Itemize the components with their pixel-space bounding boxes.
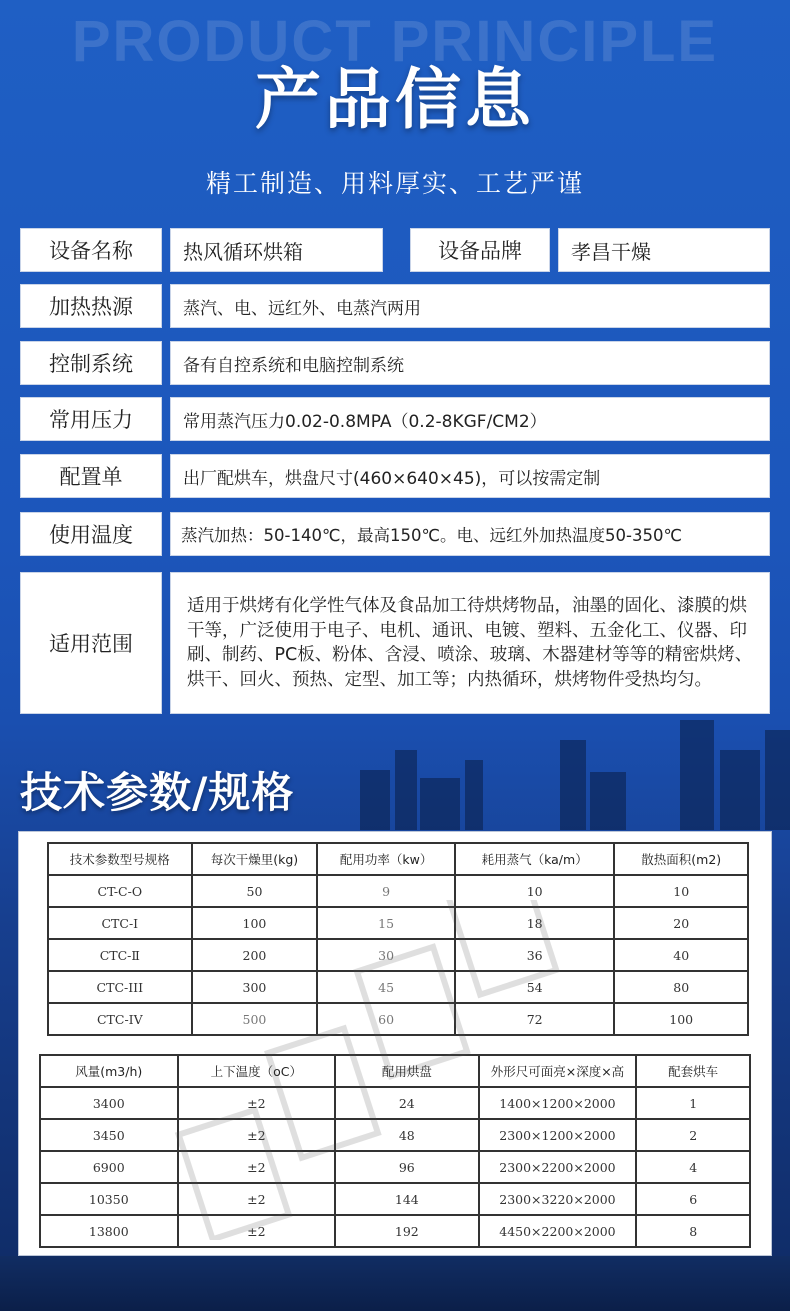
table-cell: CT-C-O	[48, 875, 192, 907]
table-cell: 3400	[40, 1087, 178, 1119]
heat-source-value: 蒸汽、电、远红外、电蒸汽两用	[170, 284, 770, 328]
heat-source-label: 加热热源	[20, 284, 162, 328]
table-row	[48, 1003, 748, 1035]
table-cell: 24	[335, 1087, 478, 1119]
table-cell: 3450	[40, 1119, 178, 1151]
table-cell: 144	[335, 1183, 478, 1215]
pressure-value: 常用蒸汽压力0.02-0.8MPA（0.2-8KGF/CM2）	[170, 397, 770, 441]
scope-value: 适用于烘烤有化学性气体及食品加工待烘烤物品，油墨的固化、漆膜的烘干等，广泛使用于电子、电机、通讯、电镀、塑料、五金化工、仪器、印刷、制药、PC板、粉体、含浸、喷涂、玻璃、木器建材等等的精密烘烤、烘干、回火、预热、定型、加工等；内热循环，烘烤物件受热均匀。	[170, 572, 770, 714]
table-header-row	[40, 1055, 750, 1087]
table-cell: 96	[335, 1151, 478, 1183]
table-cell: CTC-IV	[48, 1003, 192, 1035]
table-cell: 8	[636, 1215, 750, 1247]
temperature-label: 使用温度	[20, 512, 162, 556]
table-row	[48, 875, 748, 907]
table-cell: ±2	[178, 1087, 336, 1119]
pressure-label: 常用压力	[20, 397, 162, 441]
spec-table-2	[39, 1054, 751, 1248]
table-cell: 6900	[40, 1151, 178, 1183]
device-name-value: 热风循环烘箱	[170, 228, 383, 272]
table-cell: 48	[335, 1119, 478, 1151]
table-cell: 192	[335, 1215, 478, 1247]
table-row	[48, 971, 748, 1003]
brand-label: 设备品牌	[410, 228, 550, 272]
table-cell: 4	[636, 1151, 750, 1183]
device-name-label: 设备名称	[20, 228, 162, 272]
table-cell: ±2	[178, 1183, 336, 1215]
table-header-cell: 风量(m3/h)	[40, 1055, 178, 1087]
table-header-cell: 每次干燥里(kg)	[192, 843, 318, 875]
table-row	[48, 939, 748, 971]
info-row-config	[20, 454, 770, 498]
table-header-cell: 上下温度（oC）	[178, 1055, 336, 1087]
table-header-cell: 耗用蒸气（ka/m）	[455, 843, 615, 875]
info-row-scope	[20, 572, 770, 714]
table-cell: 2300×3220×2000	[479, 1183, 637, 1215]
table-cell: 10	[455, 875, 615, 907]
table-cell: 2300×2200×2000	[479, 1151, 637, 1183]
section-title-specs: 技术参数/规格	[20, 768, 295, 817]
table-cell: 36	[455, 939, 615, 971]
table-cell: 15	[317, 907, 455, 939]
table-cell: 2300×1200×2000	[479, 1119, 637, 1151]
info-row-device	[20, 228, 770, 272]
table-cell: 50	[192, 875, 318, 907]
table-cell: 45	[317, 971, 455, 1003]
table-cell: 6	[636, 1183, 750, 1215]
background-watermark: PRODUCT PRINCIPLE	[71, 9, 719, 74]
spec-table-1	[47, 842, 749, 1036]
info-row-pressure	[20, 397, 770, 441]
table-cell: ±2	[178, 1151, 336, 1183]
table-cell: 1400×1200×2000	[479, 1087, 637, 1119]
control-system-label: 控制系统	[20, 341, 162, 385]
scope-label: 适用范围	[20, 572, 162, 714]
table-cell: 20	[614, 907, 748, 939]
control-system-value: 备有自控系统和电脑控制系统	[170, 341, 770, 385]
table-cell: 9	[317, 875, 455, 907]
table-header-cell: 散热面积(m2)	[614, 843, 748, 875]
table-header-cell: 配套烘车	[636, 1055, 750, 1087]
bottom-decoration	[0, 1256, 790, 1311]
spec-panel	[18, 831, 772, 1256]
table-cell: CTC-III	[48, 971, 192, 1003]
table-row	[40, 1183, 750, 1215]
page-title: 产品信息	[255, 61, 535, 138]
table-row	[48, 907, 748, 939]
config-value: 出厂配烘车，烘盘尺寸(460×640×45)，可以按需定制	[170, 454, 770, 498]
info-row-temp	[20, 512, 770, 556]
page-subtitle: 精工制造、用料厚实、工艺严谨	[205, 169, 584, 198]
table-header-cell: 外形尺可面亮×深度×高	[479, 1055, 637, 1087]
table-cell: 4450×2200×2000	[479, 1215, 637, 1247]
table-cell: ±2	[178, 1215, 336, 1247]
table-cell: 18	[455, 907, 615, 939]
table-cell: 54	[455, 971, 615, 1003]
table-cell: 72	[455, 1003, 615, 1035]
table-cell: 300	[192, 971, 318, 1003]
table-cell: 13800	[40, 1215, 178, 1247]
table-row	[40, 1087, 750, 1119]
table-header-row	[48, 843, 748, 875]
table-cell: 10	[614, 875, 748, 907]
table-row	[40, 1215, 750, 1247]
table-cell: 80	[614, 971, 748, 1003]
table-cell: 30	[317, 939, 455, 971]
table-header-cell: 配用烘盘	[335, 1055, 478, 1087]
table-cell: 60	[317, 1003, 455, 1035]
table-cell: CTC-Ⅱ	[48, 939, 192, 971]
table-cell: 500	[192, 1003, 318, 1035]
table-cell: 1	[636, 1087, 750, 1119]
table-cell: 10350	[40, 1183, 178, 1215]
table-cell: 100	[614, 1003, 748, 1035]
table-cell: 2	[636, 1119, 750, 1151]
info-row-heat	[20, 284, 770, 328]
table-row	[40, 1119, 750, 1151]
table-cell: ±2	[178, 1119, 336, 1151]
table-cell: CTC-I	[48, 907, 192, 939]
temperature-value: 蒸汽加热：50-140℃，最高150℃。电、远红外加热温度50-350℃	[170, 512, 770, 556]
table-row	[40, 1151, 750, 1183]
table-cell: 200	[192, 939, 318, 971]
table-cell: 40	[614, 939, 748, 971]
table-header-cell: 技术参数型号规格	[48, 843, 192, 875]
table-header-cell: 配用功率（kw）	[317, 843, 455, 875]
config-label: 配置单	[20, 454, 162, 498]
info-row-control	[20, 341, 770, 385]
brand-value: 孝昌干燥	[558, 228, 770, 272]
table-cell: 100	[192, 907, 318, 939]
